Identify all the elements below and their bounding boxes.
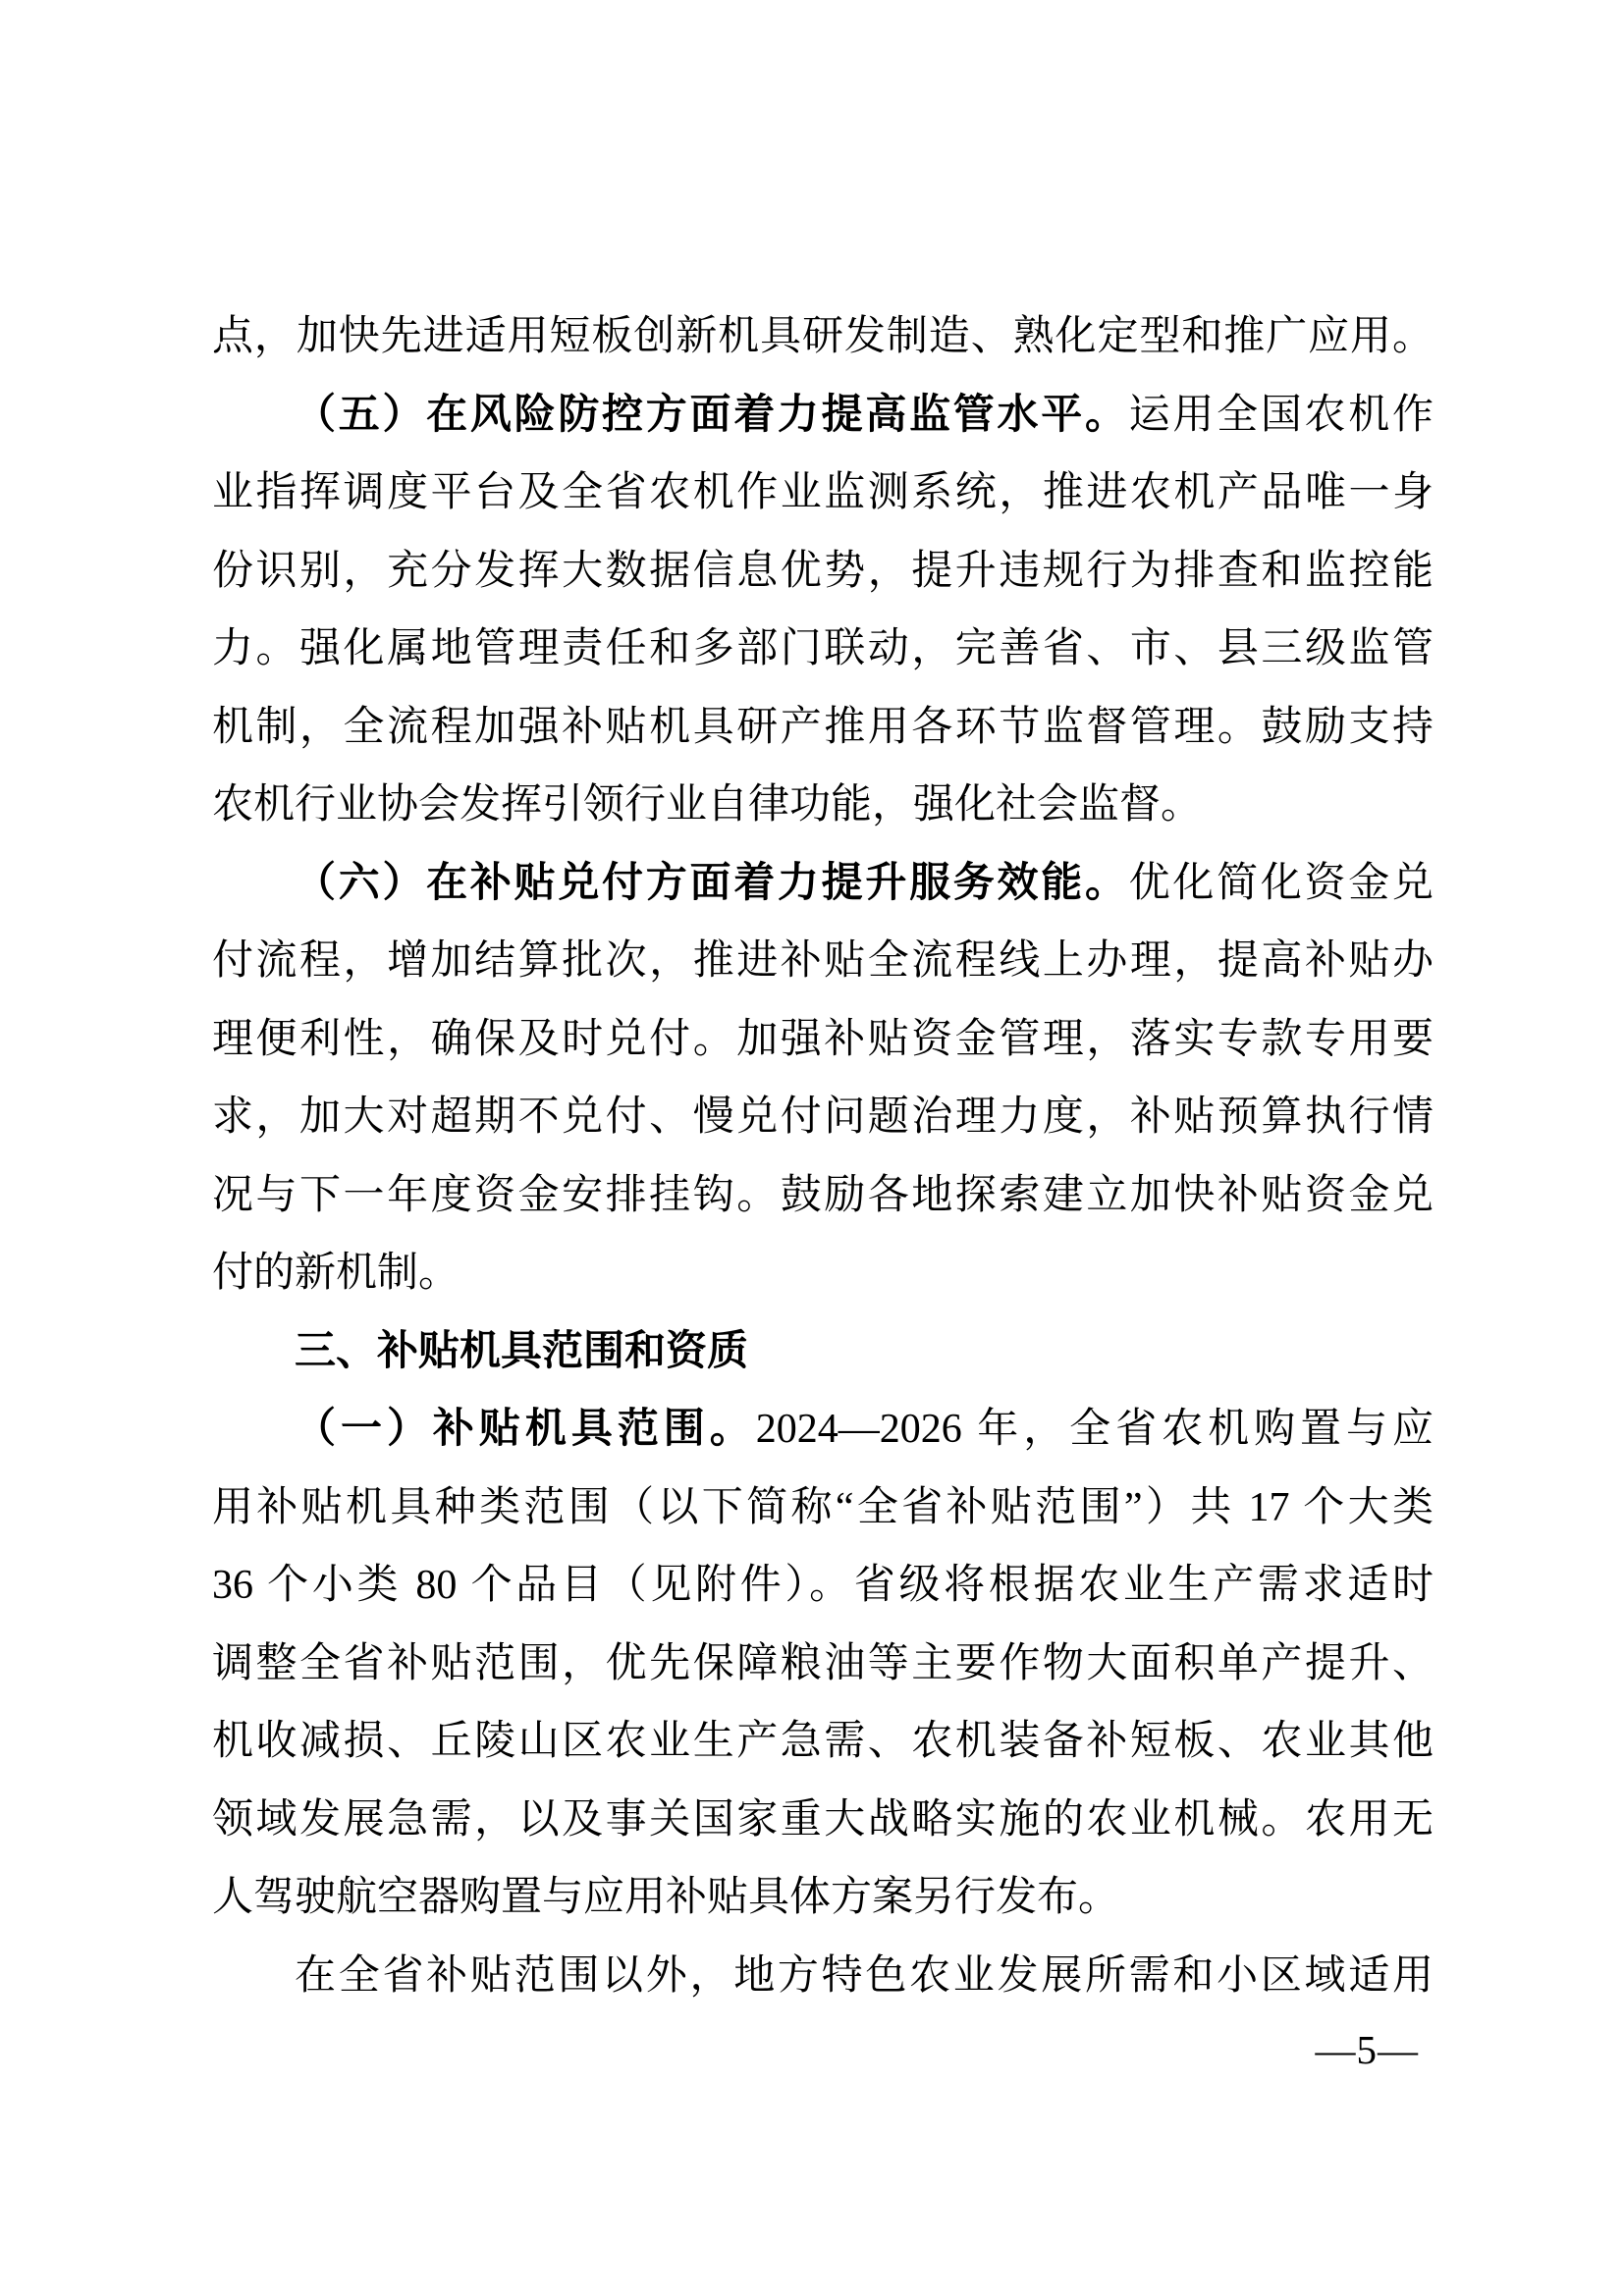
body-text-run: 农机行业协会发挥引领行业自律功能，强化社会监督。 — [212, 782, 1203, 828]
text-line — [212, 1391, 1434, 1469]
body-text-run: 优化简化资金兑 — [1128, 860, 1434, 906]
document-body — [212, 298, 1434, 2015]
body-text-run: 业指挥调度平台及全省农机作业监测系统，推进农机产品唯一身 — [212, 470, 1434, 515]
text-line — [212, 611, 1434, 689]
body-text-run: 求，加大对超期不兑付、慢兑付问题治理力度，补贴预算执行情 — [212, 1095, 1434, 1140]
body-text-run: 付流程，增加结算批次，推进补贴全流程线上办理，提高补贴办 — [212, 938, 1434, 984]
text-line — [212, 1782, 1434, 1860]
body-text-run: 况与下一年度资金安排挂钩。鼓励各地探索建立加快补贴资金兑 — [212, 1172, 1434, 1218]
body-text-run: 付的新机制。 — [212, 1251, 460, 1296]
body-text-run: 领域发展急需，以及事关国家重大战略实施的农业机械。农用无 — [212, 1796, 1434, 1842]
body-text-run: 机收减损、丘陵山区农业生产急需、农机装备补短板、农业其他 — [212, 1719, 1434, 1764]
text-line — [212, 454, 1434, 533]
body-text-run: 36 个小类 80 个品目（见附件）。省级将根据农业生产需求适时 — [212, 1563, 1434, 1608]
text-line — [212, 1079, 1434, 1157]
bold-heading-run: （六）在补贴兑付方面着力提升服务效能。 — [295, 860, 1129, 906]
text-line — [212, 845, 1434, 924]
body-text-run: 机制，全流程加强补贴机具研产推用各环节监督管理。鼓励支持 — [212, 704, 1434, 750]
text-line — [212, 767, 1434, 845]
text-line — [212, 689, 1434, 768]
bold-heading-run: （五）在风险防控方面着力提高监管水平。 — [295, 392, 1129, 438]
text-line — [212, 923, 1434, 1001]
text-line — [212, 1001, 1434, 1080]
body-text-run: 点，加快先进适用短板创新机具研发制造、熟化定型和推广应用。 — [212, 314, 1434, 359]
text-line — [212, 1938, 1434, 2016]
text-line — [212, 377, 1434, 455]
text-line — [212, 1235, 1434, 1313]
body-text-run: 理便利性，确保及时兑付。加强补贴资金管理，落实专款专用要 — [212, 1016, 1434, 1062]
body-text-run: 运用全国农机作 — [1128, 392, 1434, 438]
text-line — [212, 1703, 1434, 1782]
text-line — [212, 1547, 1434, 1626]
body-text-run: 2024—2026 年，全省农机购置与应 — [755, 1407, 1434, 1452]
text-line — [212, 1157, 1434, 1236]
body-text-run: 人驾驶航空器购置与应用补贴具体方案另行发布。 — [212, 1875, 1120, 1920]
body-text-run: 用补贴机具种类范围（以下简称“全省补贴范围”）共 17 个大类 — [212, 1484, 1434, 1530]
text-line — [212, 1313, 1434, 1392]
bold-heading-run: 三、补贴机具范围和资质 — [295, 1328, 749, 1374]
page-number: —5— — [1315, 2027, 1419, 2072]
text-line — [212, 1626, 1434, 1704]
body-text-run: 调整全省补贴范围，优先保障粮油等主要作物大面积单产提升、 — [212, 1640, 1434, 1686]
text-line — [212, 533, 1434, 612]
bold-heading-run: （一）补贴机具范围。 — [295, 1407, 756, 1452]
body-text-run: 在全省补贴范围以外，地方特色农业发展所需和小区域适用 — [295, 1952, 1434, 1999]
text-line — [212, 1469, 1434, 1548]
text-line — [212, 298, 1434, 377]
text-line — [212, 1859, 1434, 1938]
body-text-run: 份识别，充分发挥大数据信息优势，提升违规行为排查和监控能 — [212, 548, 1434, 594]
body-text-run: 力。强化属地管理责任和多部门联动，完善省、市、县三级监管 — [212, 626, 1434, 671]
